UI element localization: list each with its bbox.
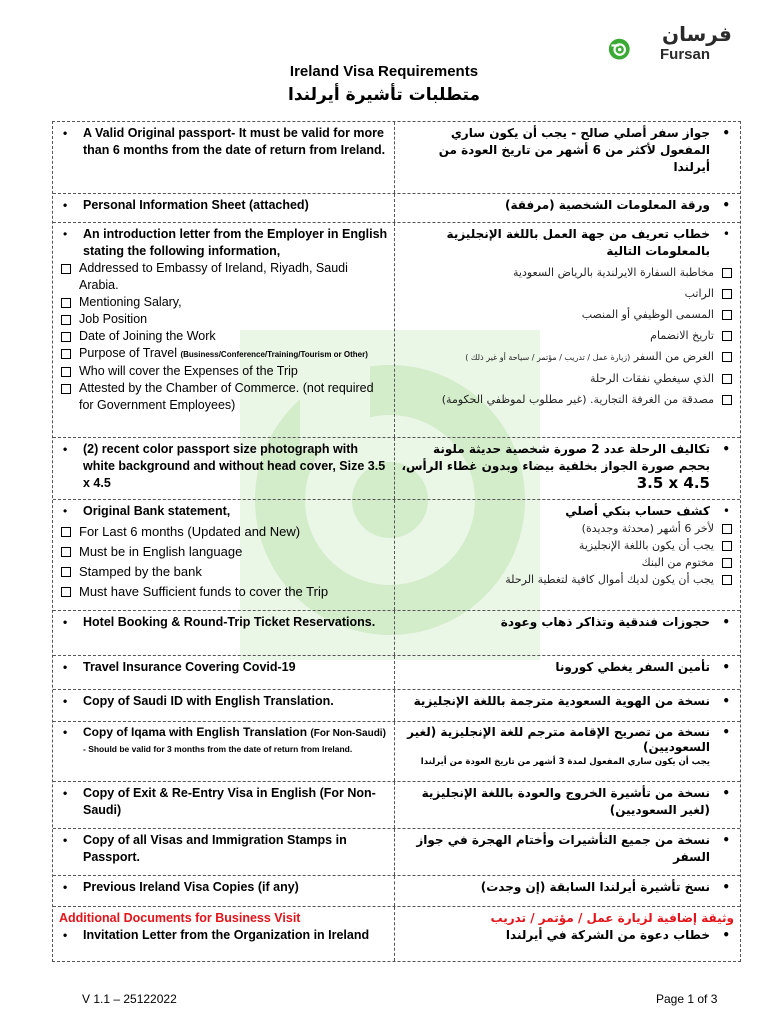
business-section-ar: وثيقة إضافية لزيارة عمل / مؤتمر / تدريب • خطاب دعوة من الشركة في أيرلندا — [395, 907, 740, 961]
requirement-ar: • تكاليف الرحلة عدد 2 صورة شخصية حديثة ملونة بحجم صورة الجواز بخلفية بيضاء وبدون غطاء الرأس، 3.5 x 4.5 — [401, 442, 730, 492]
list-item: Addressed to Embassy of Ireland, Riyadh, Saudi Arabia. — [59, 260, 388, 294]
requirement-en: • Hotel Booking & Round-Trip Ticket Reservations. — [53, 611, 395, 655]
checkbox-icon — [61, 332, 71, 342]
requirement-en: • Travel Insurance Covering Covid-19 — [53, 656, 395, 689]
logo-text-ar: فرسان — [662, 22, 732, 46]
checkbox-icon — [722, 374, 732, 384]
table-row — [53, 610, 740, 655]
requirement-ar: • نسخة من الهوية السعودية مترجمة باللغة الإنجليزية — [413, 694, 730, 708]
table-row — [53, 906, 740, 961]
requirement-ar: • جواز سفر أصلي صالح - يجب أن يكون ساري المفعول لأكثر من 6 أشهر من تاريخ العودة من أيرلندا — [438, 126, 730, 174]
business-section-en: Additional Documents for Business Visit • Invitation Letter from the Organization in Ireland — [53, 907, 395, 961]
checkbox-icon — [61, 367, 71, 377]
requirement-ar: • ورقة المعلومات الشخصية (مرفقة) — [504, 198, 730, 212]
logo-text-en: Fursan — [660, 46, 711, 63]
checkbox-icon — [722, 289, 732, 299]
table-row — [53, 781, 740, 828]
table-row — [53, 655, 740, 689]
table-row — [53, 828, 740, 875]
requirement-ar: • كشف حساب بنكي أصلي لأخر 6 أشهر (محدثة وجديدة) يجب أن يكون باللغة الإنجليزية مختوم من البنك يجب أن يكون لديك أموال كافية لتغطية الرحلة — [505, 504, 730, 586]
table-row — [53, 122, 740, 193]
table-row — [53, 499, 740, 610]
requirement-en: • Copy of Saudi ID with English Translation. — [53, 690, 395, 721]
list-item: Date of Joining the Work — [59, 328, 388, 345]
requirement-en: • Copy of Exit & Re-Entry Visa in English (For Non-Saudi) — [53, 782, 395, 828]
list-item: Mentioning Salary, — [59, 294, 388, 311]
requirement-en: • A Valid Original passport- It must be valid for more than 6 months from the date of return from Ireland. — [53, 122, 395, 193]
page-number: Page 1 of 3 — [656, 992, 718, 1006]
table-row — [53, 437, 740, 499]
checkbox-icon — [722, 310, 732, 320]
requirement-en: • (2) recent color passport size photograph with white background and without head cover, Size 3.5 x 4.5 — [53, 438, 395, 499]
list-item: Who will cover the Expenses of the Trip — [59, 363, 388, 380]
list-item: Attested by the Chamber of Commerce. (not required for Government Employees) — [59, 380, 388, 414]
requirement-ar: • نسخة من جميع التأشيرات وأختام الهجرة في جواز السفر — [416, 833, 730, 864]
checkbox-icon — [61, 264, 71, 274]
list-item: Job Position — [59, 311, 388, 328]
requirement-en: • Original Bank statement, For Last 6 months (Updated and New) Must be in English language Stamped by the bank Must have Sufficient funds to cover the Trip — [53, 500, 395, 610]
table-row — [53, 875, 740, 906]
table-row — [53, 222, 740, 437]
checkbox-icon — [722, 395, 732, 405]
table-row — [53, 689, 740, 721]
requirement-en: • Copy of Iqama with English Translation (For Non-Saudi) - Should be valid for 3 months from the date of return from Ireland. — [53, 722, 395, 781]
checkbox-icon — [61, 349, 71, 359]
requirement-ar: • نسخ تأشيرة أيرلندا السابقة (إن وجدت) — [480, 880, 730, 894]
checkbox-icon — [722, 331, 732, 341]
requirement-en: • Previous Ireland Visa Copies (if any) — [53, 876, 395, 906]
document-version: V 1.1 – 25122022 — [82, 992, 177, 1006]
requirement-ar: • نسخة من تأشيرة الخروج والعودة باللغة الإنجليزية (لغير السعوديين) — [421, 786, 730, 817]
requirement-ar: • تأمين السفر يغطي كورونا — [555, 660, 730, 674]
table-row — [53, 193, 740, 222]
business-heading: Additional Documents for Business Visit — [59, 911, 301, 925]
requirement-en: • Personal Information Sheet (attached) — [53, 194, 395, 222]
checkbox-icon — [61, 315, 71, 325]
requirement-ar: • خطاب تعريف من جهة العمل باللغة الإنجليزية بالمعلومات التالية مخاطبة السفارة الايرلندية بالرياض السعودية الراتب المسمى الوظيفي أو المنصب تاريخ الانضمام الغرض من السفر (زيارة عمل / تدريب / مؤتمر / سياحة أو غير ذلك ) الذي سيغطي نفقات الرحلة مصدقة من الغرفة التجارية. (غير مطلوب لموظفي الحكومة) — [441, 227, 730, 406]
list-item: Purpose of Travel (Business/Conference/Training/Tourism or Other) — [59, 345, 388, 363]
checkbox-icon — [61, 298, 71, 308]
business-heading-ar: وثيقة إضافية لزيارة عمل / مؤتمر / تدريب — [490, 911, 734, 925]
page-title: Ireland Visa Requirements — [289, 63, 479, 80]
page-title-ar: متطلبات تأشيرة أيرلندا — [288, 85, 480, 105]
requirement-ar: • حجوزات فندقية وتذاكر ذهاب وعودة — [500, 615, 730, 629]
checkbox-icon — [722, 352, 732, 362]
table-row — [53, 721, 740, 781]
checkbox-icon — [61, 384, 71, 394]
requirement-en: • An introduction letter from the Employer in English stating the following information, Addressed to Embassy of Ireland, Riyadh, Saudi Arabia. Mentioning Salary, Job Position Date of Joining the Work Purpose of Travel (Business/Conference/Training/Tourism or Other) Who will cover the Expenses of the Trip Attested by the Chamber of Commerce. (not required for Government Employees) — [53, 223, 395, 437]
requirement-ar: • نسخة من تصريح الإقامة مترجم للغة الإنجليزية (لغير السعوديين) يجب أن يكون ساري المفعول لمدة 3 أشهر من تاريخ العودة من أيرلندا — [407, 725, 730, 767]
requirement-en: • Copy of all Visas and Immigration Stamps in Passport. — [53, 829, 395, 875]
requirements-table — [52, 121, 741, 962]
checkbox-icon — [722, 268, 732, 278]
